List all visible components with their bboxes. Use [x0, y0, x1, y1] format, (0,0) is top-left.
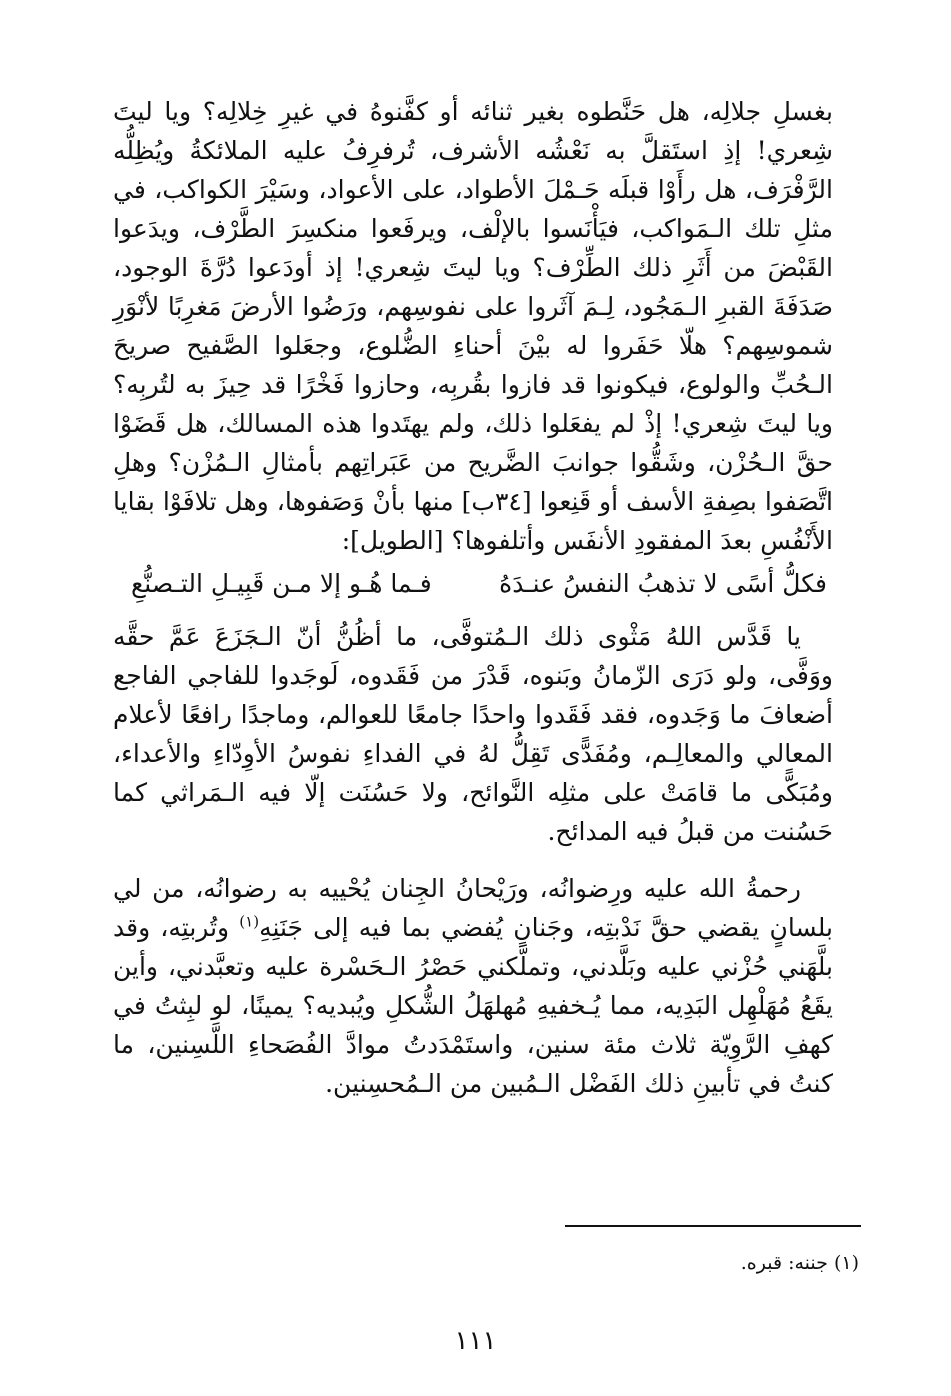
page-number: ١١١ [454, 1326, 497, 1356]
paragraph-2-text: يا قَدَّس اللهُ مَثْوى ذلك الـمُتوفَّى، ما أظُنُّ أنّ الـجَزَعَ عَمَّ حقَّه ووَفَّى، ولو دَرَى الزّمانُ وبَنوه، قَدْرَ من فَقَدوه، لَوجَدوا للفاجي الفاجع أضعافَ ما وَجَدوه، فقد فَقَدوا واحدًا جامعًا للعوالم، وماجدًا رافعًا لأعلام المعالي والمعالِـم، ومُفَدًّى تَقِلُّ لهُ في الفداءِ نفوسُ الأوِدّاءِ والأعداء، ومُبَكًّى ما قامَتْ على مثلِه النَّوائح، ولا حَسُنَت إلّا فيه الـمَراثي كما حَسُنت من قبلُ فيه المدائح. [113, 622, 833, 846]
footnote-1: (١) جننه: قبره. [740, 1252, 859, 1274]
poetry-verse [113, 564, 833, 603]
paragraph-1: بغسلِ جلالِه، هل حَنَّطوه بغير ثنائه أو كفَّنوهُ في غيرِ خِلالِه؟ ويا ليتَ شِعري! إذِ استَقلَّ به نَعْشُه الأشرف، تُرفرِفُ عليه الملائكةُ ويُظِلُّه الرَّفْرَف، هل رأَوْا قبلَه حَـمْلَ الأطواد، على الأعواد، وسَيْرَ الكواكب، في مثلِ تلك الـمَواكب، فيَأْنَسوا بالإلْف، ويرفَعوا منكسِرَ الطَّرْف، ويدَعوا القَبْضَ من أَثَرِ ذلك الطِّرْف؟ ويا ليتَ شِعري! إذ أودَعوا دُرَّةَ الوجود، صَدَفَةَ القبرِ الـمَجُود، لِـمَ آثَروا على نفوسِهم، ورَضُوا الأرضَ مَغرِبًا لأنْوَرِ شموسِهم؟ هلّا حَفَروا له بيْنَ أحناءِ الضُّلوع، وجعَلوا الصَّفيح صريحَ الـحُبِّ والولوع، فيكونوا قد فازوا بقُربِه، وحازوا فَخْرًا قد حِيزَ به لتُربِه؟ ويا ليتَ شِعري! إذْ لم يفعَلوا ذلك، ولم يهتَدوا هذه المسالك، هل قَضَوْا حقَّ الـحُزْن، وشَقُّوا جوانبَ الضَّريح من عَبَراتِهم بأمثالِ الـمُزْن؟ وهلِ اتَّصَفوا بصِفةِ الأسف أو قَنِعوا [٣٤ب] منها بأنْ وَصَفوها، وهل تلافَوْا بقايا الأَنْفُسِ بعدَ المفقودِ الأنفَس وأتلفوها؟ [الطويل]: [113, 97, 834, 555]
paragraph-3-text-start: رحمةُ الله عليه ورِضوانُه، ورَيْحانُ الجِنان يُحْييه به رضوانُه، من لي بلسانٍ يقضي حقَّ نَدْبتِه، وجَنانٍ يُفضي بما فيه إلى جَنَنِهِ [113, 874, 833, 942]
paragraph-3 [113, 869, 833, 1103]
main-text [113, 92, 833, 1103]
paragraph-2 [113, 617, 833, 851]
verse-first-hemistich: فكلُّ أسًى لا تذهبُ النفسُ عنـدَهُ [499, 569, 827, 598]
footnote-marker[interactable]: (١) [239, 912, 260, 931]
footnote-separator [565, 1225, 861, 1227]
paragraph-3-text-end: وتُربتِه، وقد بلَّهَني حُزْني عليه وبَلَّدني، وتملَّكني حَصْرُ الـحَسْرة عليه وتعبَّدني، وأين يقَعُ مُهَلْهِل البَدِيه، مما يُـخفيهِ مُهلهَلُ الشُّكلِ ويُبديه؟ يمينًا، لو لبِثتُ في كهفِ الرَّوِيّة ثلاث مئة سنين، واستَمْدَدتُ موادَّ الفُصَحاءِ اللَّسِنين، ما كنتُ في تأبينِ ذلك الفَضْل الـمُبين من الـمُحسِنين. [113, 913, 833, 1098]
verse-second-hemistich: فـما هُـو إلا مـن قَبِيـلِ التـصنُّعِ [131, 569, 432, 598]
